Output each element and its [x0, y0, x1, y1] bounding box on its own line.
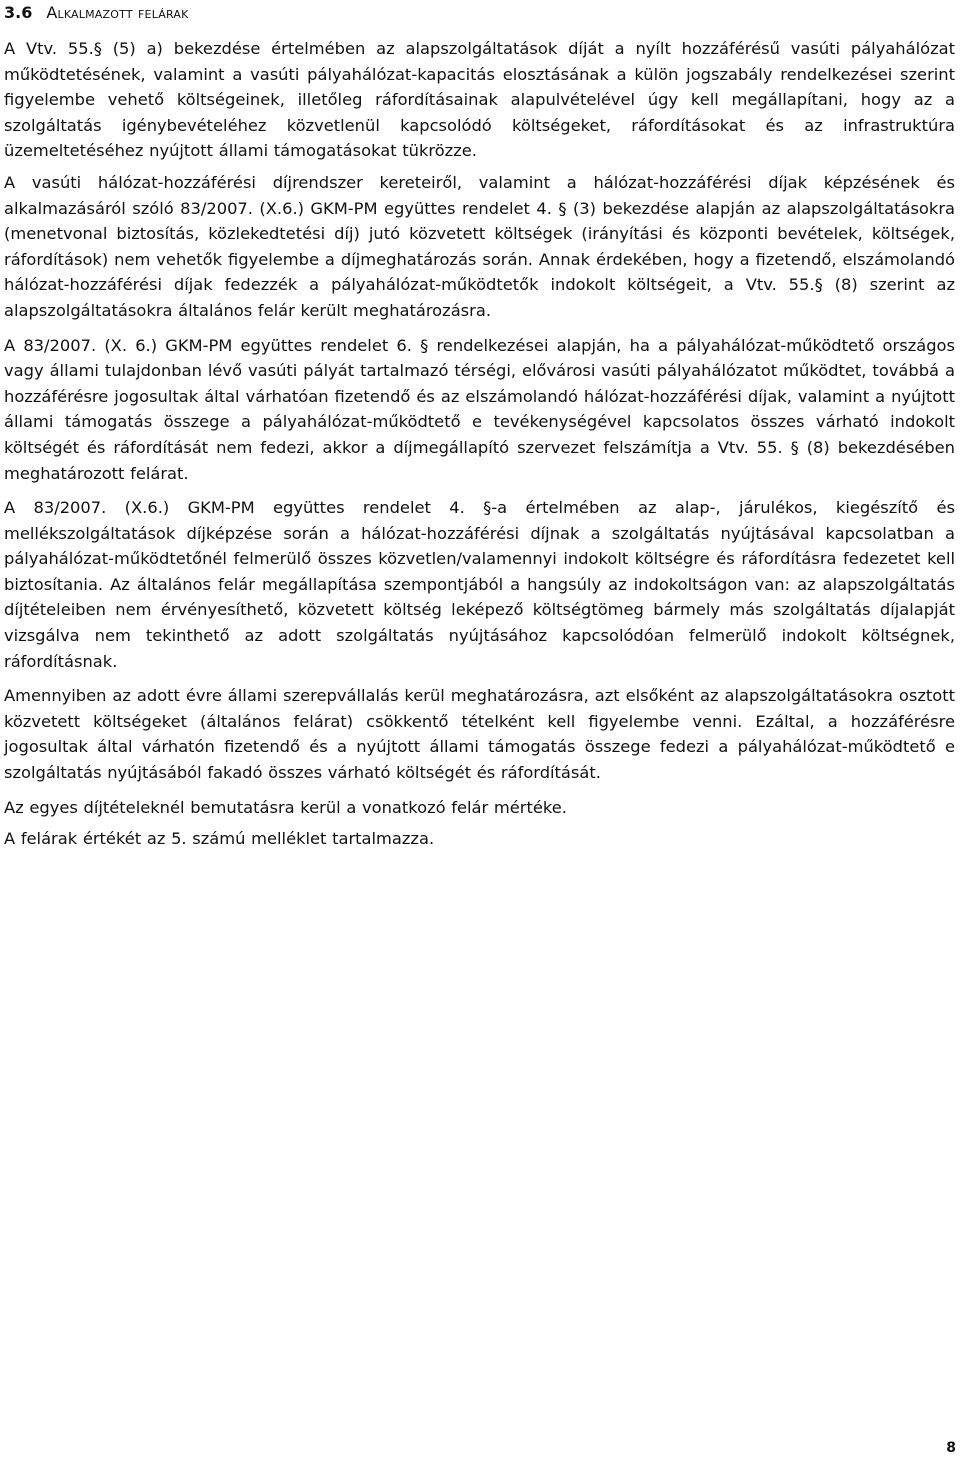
paragraph-surcharge-rate: Az egyes díjtételeknél bemutatásra kerül a vonatkozó felár mértéke. — [4, 797, 567, 817]
section-title: Alkalmazott felárak — [46, 3, 189, 22]
paragraph-decree-6: A 83/2007. (X. 6.) GKM-PM együttes rendelet 6. § rendelkezései alapján, ha a pályahálózat-működtető országos vagy állami tulajdonban lévő vasúti pályát tartalmazó térségi, elővárosi vasúti pályahálózatot működtet, továbbá a hozzáférésre jogosultak által várhatóan fizetendő és az elszámolandó hálózat-hozzáférési díjak, valamint a nyújtott állami támogatás összege a pályahálózat-működtető e tevékenységével kapcsolatos összes várható indokolt költségét és ráfordítását nem fedezi, akkor a díjmegállapító szervezet felszámítja a Vtv. 55. § (8) bekezdésében meghatározott felárat. — [4, 335, 955, 483]
paragraph-state-support: Amennyiben az adott évre állami szerepvállalás kerül meghatározásra, azt elsőként az alapszolgáltatásokra osztott közvetett költségeket (általános felárat) csökkentő tételként kell figyelembe venni. Ezáltal, a hozzáférésre jogosultak által várhatón fizetendő és a nyújtott állami támogatás összege fedezi a pályahálózat-működtető e szolgáltatás nyújtásából fakadó összes várható költségét és ráfordítását. — [4, 686, 955, 783]
paragraph-annex-reference: A felárak értékét az 5. számú melléklet tartalmazza. — [4, 829, 435, 849]
paragraph-decree-4-3: A vasúti hálózat-hozzáférési díjrendszer kereteiről, valamint a hálózat-hozzáférési díjak képzésének és alkalmazásáról szóló 83/2007. (X.6.) GKM-PM együttes rendelet 4. § (3) bekezdése alapján az alapszolgáltatásokra (menetvonal biztosítás, közlekedtetési díj) jutó közvetett költségek (irányítási és központi bevételek, költségek, ráfordítások) nem vehetők figyelembe a díjmeghatározás során. Annak érdekében, hogy a fizetendő, elszámolandó hálózat-hozzáférési díjak fedezzék a pályahálózat-működtetők indokolt költségeit, a Vtv. 55.§ (8) szerint az alapszolgáltatásokra általános felár került meghatározásra. — [4, 172, 955, 320]
paragraph-decree-4: A 83/2007. (X.6.) GKM-PM együttes rendelet 4. §-a értelmében az alap-, járulékos, kiegészítő és mellékszolgáltatások díjképzése során a hálózat-hozzáférési díjnak a szolgáltatás nyújtásával kapcsolatban a pályahálózat-működtetőnél felmerülő összes közvetlen/valamennyi indokolt költségre és ráfordításra fedezetet kell biztosítania. Az általános felár megállapítása szempontjából a hangsúly az indokoltságon van: az alapszolgáltatás díjtételeiben nem érvényesíthető, közvetett költség leképező költségtömeg bármely más szolgáltatás díjalapját vizsgálva nem tekinthető az adott szolgáltatás nyújtásához kapcsolódóan felmerülő indokolt költségnek, ráfordításnak. — [4, 498, 955, 671]
section-heading — [4, 2, 955, 24]
document-page — [4, 0, 955, 861]
page-number: 8 — [946, 1440, 956, 1456]
paragraph-vtv-55-5a: A Vtv. 55.§ (5) a) bekezdése értelmében az alapszolgáltatások díját a nyílt hozzáférésű vasúti pályahálózat működtetésének, valamint a vasúti pályahálózat-kapacitás elosztásának a külön jogszabály rendelkezései szerint figyelembe vehető költségeinek, illetőleg ráfordításainak alapulvételével úgy kell megállapítani, hogy az a szolgáltatás igénybevételéhez közvetlenül kapcsolódó költségeket, ráfordításokat és az infrastruktúra üzemeltetéséhez nyújtott állami támogatásokat tükrözze. — [4, 39, 955, 161]
section-number: 3.6 — [4, 3, 33, 22]
